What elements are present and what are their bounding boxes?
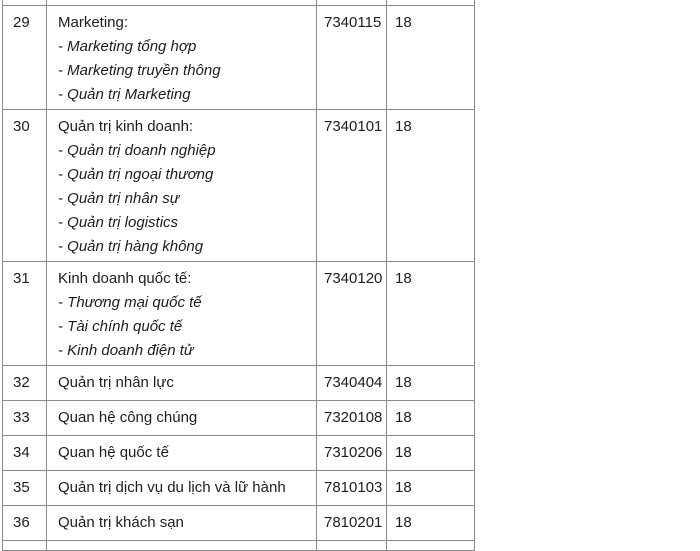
major-cell bbox=[47, 110, 317, 262]
row-number-cell: 31 bbox=[3, 262, 47, 366]
major-code-cell: 7340101 bbox=[317, 110, 387, 262]
score-cell: 18 bbox=[387, 436, 475, 471]
major-specialization: - Thương mại quốc tế bbox=[58, 294, 202, 311]
major-name: Kinh doanh quốc tế: bbox=[58, 270, 192, 287]
major-specialization: - Tài chính quốc tế bbox=[58, 318, 183, 335]
major-name: Quản trị dịch vụ du lịch và lữ hành bbox=[58, 479, 286, 496]
major-name: Quản trị khách sạn bbox=[58, 514, 184, 531]
major-name: Quản trị nhân lực bbox=[58, 374, 174, 391]
row-number-cell: 29 bbox=[3, 6, 47, 110]
major-specialization: - Quản trị doanh nghiệp bbox=[58, 142, 216, 159]
score-cell: 18 bbox=[387, 471, 475, 506]
major-cell bbox=[47, 506, 317, 541]
major-cell bbox=[47, 6, 317, 110]
score-cell: 18 bbox=[387, 262, 475, 366]
row-number-cell: 35 bbox=[3, 471, 47, 506]
score-cell: 18 bbox=[387, 366, 475, 401]
major-cell bbox=[47, 471, 317, 506]
major-cell bbox=[47, 436, 317, 471]
row-number-cell: 32 bbox=[3, 366, 47, 401]
major-cell bbox=[47, 401, 317, 436]
score-cell: 18 bbox=[387, 401, 475, 436]
table-row bbox=[3, 506, 475, 541]
table-row bbox=[3, 6, 475, 110]
empty-cell bbox=[3, 541, 47, 551]
major-code-cell: 7340404 bbox=[317, 366, 387, 401]
admissions-table bbox=[2, 0, 475, 551]
major-cell bbox=[47, 366, 317, 401]
major-specialization: - Quản trị logistics bbox=[58, 214, 179, 231]
table-row bbox=[3, 110, 475, 262]
major-code-cell: 7810103 bbox=[317, 471, 387, 506]
score-cell: 18 bbox=[387, 506, 475, 541]
major-cell bbox=[47, 262, 317, 366]
empty-cell bbox=[387, 541, 475, 551]
major-code-cell: 7340120 bbox=[317, 262, 387, 366]
major-specialization: - Quản trị Marketing bbox=[58, 86, 191, 103]
major-specialization: - Marketing truyền thông bbox=[58, 62, 221, 79]
table-row bbox=[3, 262, 475, 366]
major-name: Marketing: bbox=[58, 14, 129, 31]
major-specialization: - Quản trị ngoại thương bbox=[58, 166, 214, 183]
table-row bbox=[3, 401, 475, 436]
table-row bbox=[3, 366, 475, 401]
major-name: Quan hệ công chúng bbox=[58, 409, 198, 426]
partial-row-bottom bbox=[3, 541, 475, 551]
major-specialization: - Quản trị hàng không bbox=[58, 238, 204, 255]
row-number-cell: 34 bbox=[3, 436, 47, 471]
major-code-cell: 7340115 bbox=[317, 6, 387, 110]
row-number-cell: 33 bbox=[3, 401, 47, 436]
row-number-cell: 36 bbox=[3, 506, 47, 541]
major-code-cell: 7320108 bbox=[317, 401, 387, 436]
row-number-cell: 30 bbox=[3, 110, 47, 262]
table-row bbox=[3, 436, 475, 471]
major-specialization: - Marketing tổng hợp bbox=[58, 38, 197, 55]
table-body bbox=[3, 0, 475, 551]
major-specialization: - Kinh doanh điện tử bbox=[58, 342, 194, 359]
major-code-cell: 7810201 bbox=[317, 506, 387, 541]
major-code-cell: 7310206 bbox=[317, 436, 387, 471]
score-cell: 18 bbox=[387, 6, 475, 110]
empty-cell bbox=[317, 541, 387, 551]
score-cell: 18 bbox=[387, 110, 475, 262]
major-specialization: - Quản trị nhân sự bbox=[58, 190, 180, 207]
major-name: Quản trị kinh doanh: bbox=[58, 118, 194, 135]
table-row bbox=[3, 471, 475, 506]
empty-cell bbox=[47, 541, 317, 551]
major-name: Quan hệ quốc tế bbox=[58, 444, 169, 461]
